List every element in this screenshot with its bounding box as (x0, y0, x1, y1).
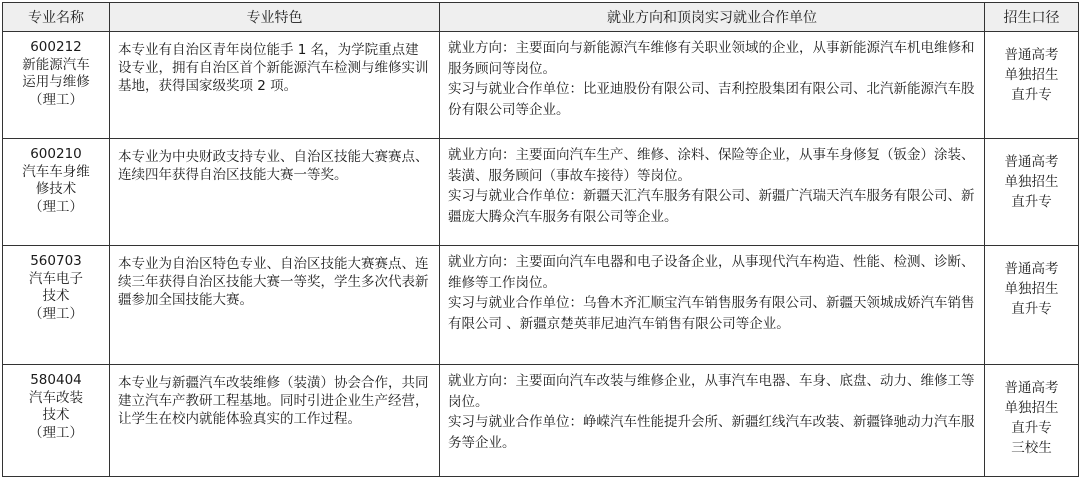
employment-cell (440, 365, 985, 477)
job-direction-text: 就业方向：主要面向与新能源汽车维修有关职业领域的企业，从事新能源汽车机电维修和服务顾问等岗位。 (448, 40, 975, 77)
admission-item: 直升专 (1011, 420, 1052, 436)
major-name-cell (3, 32, 110, 139)
admission-cell (985, 139, 1079, 246)
major-name-line: （理工） (29, 424, 83, 441)
major-name-cell (3, 365, 110, 477)
admission-item: 普通高考 (1004, 47, 1059, 63)
major-name-cell (3, 246, 110, 365)
feature-text: 本专业为中央财政支持专业、自治区技能大赛赛点、连续四年获得自治区技能大赛一等奖。 (118, 149, 429, 183)
major-name-line: 技术 (42, 288, 70, 304)
major-code: 600212 (30, 39, 82, 55)
employment-cell (440, 246, 985, 365)
feature-text: 本专业为自治区特色专业、自治区技能大赛赛点、连续三年获得自治区技能大赛一等奖，学生多次代表新疆参加全国技能大赛。 (118, 256, 429, 308)
header-row (3, 3, 1079, 32)
major-name-line: （理工） (29, 305, 83, 322)
admission-item: 直升专 (1011, 194, 1052, 210)
major-code: 580404 (30, 372, 82, 388)
table-row (3, 139, 1079, 246)
feature-text: 本专业有自治区青年岗位能手 1 名，为学院重点建设专业，拥有自治区首个新能源汽车检测与维修实训基地，获得国家级奖项 2 项。 (118, 42, 429, 94)
feature-cell (110, 32, 440, 139)
feature-cell (110, 365, 440, 477)
admission-item: 普通高考 (1004, 261, 1059, 277)
table-row (3, 246, 1079, 365)
major-name-line: 新能源汽车 (22, 56, 90, 73)
feature-text: 本专业与新疆汽车改装维修（装潢）协会合作，共同建立汽车产教研工程基地。同时引进企业生产经营，让学生在校内就能体验真实的工作过程。 (118, 375, 429, 427)
job-direction-text: 就业方向：主要面向汽车电器和电子设备企业，从事现代汽车构造、性能、检测、诊断、维修等工作岗位。 (448, 254, 975, 291)
employment-cell (440, 32, 985, 139)
partners-text: 实习与就业合作单位：比亚迪股份有限公司、吉利控股集团有限公司、北汽新能源汽车股份有限公司等企业。 (448, 81, 975, 118)
job-direction-text: 就业方向：主要面向汽车改装与维修企业，从事汽车电器、车身、底盘、动力、维修工等岗位。 (448, 373, 975, 410)
major-name-line: 汽车改装 (29, 389, 83, 406)
admission-item: 普通高考 (1004, 154, 1059, 170)
admission-cell (985, 365, 1079, 477)
header-admission: 招生口径 (985, 3, 1079, 32)
admission-item: 普通高考 (1004, 380, 1059, 396)
major-code: 600210 (30, 146, 82, 162)
admission-item: 直升专 (1011, 87, 1052, 103)
job-direction-text: 就业方向：主要面向汽车生产、维修、涂料、保险等企业，从事车身修复（钣金）涂装、装潢、服务顾问（事故车接待）等岗位。 (448, 147, 975, 184)
admission-cell (985, 246, 1079, 365)
partners-text: 实习与就业合作单位：乌鲁木齐汇顺宝汽车销售服务有限公司、新疆天领城成娇汽车销售有限公司 、新疆京楚英菲尼迪汽车销售有限公司等企业。 (448, 295, 975, 332)
feature-cell (110, 246, 440, 365)
admission-item: 单独招生 (1004, 174, 1059, 190)
admission-item: 三校生 (1011, 440, 1052, 456)
admission-item: 单独招生 (1004, 67, 1059, 83)
major-name-line: （理工） (29, 198, 83, 215)
header-features: 专业特色 (110, 3, 440, 32)
header-major-name: 专业名称 (3, 3, 110, 32)
admission-item: 单独招生 (1004, 281, 1059, 297)
admission-item: 单独招生 (1004, 400, 1059, 416)
major-name-line: 修技术 (35, 181, 77, 197)
major-name-line: 技术 (42, 407, 70, 423)
table-row (3, 365, 1079, 477)
admission-item: 直升专 (1011, 301, 1052, 317)
partners-text: 实习与就业合作单位：新疆天汇汽车服务有限公司、新疆广汽瑞天汽车服务有限公司、新疆庞大腾众汽车服务有限公司等企业。 (448, 188, 975, 225)
employment-cell (440, 139, 985, 246)
header-employment: 就业方向和顶岗实习就业合作单位 (440, 3, 985, 32)
partners-text: 实习与就业合作单位：峥嵘汽车性能提升会所、新疆红线汽车改装、新疆锋驰动力汽车服务等企业。 (448, 414, 975, 451)
admission-cell (985, 32, 1079, 139)
major-name-line: 汽车电子 (29, 270, 83, 287)
major-name-line: 汽车车身维 (22, 163, 90, 180)
majors-table (2, 2, 1079, 477)
table-row (3, 32, 1079, 139)
major-name-line: 运用与维修 (22, 74, 90, 90)
major-name-cell (3, 139, 110, 246)
major-code: 560703 (30, 253, 82, 269)
feature-cell (110, 139, 440, 246)
major-name-line: （理工） (29, 91, 83, 108)
